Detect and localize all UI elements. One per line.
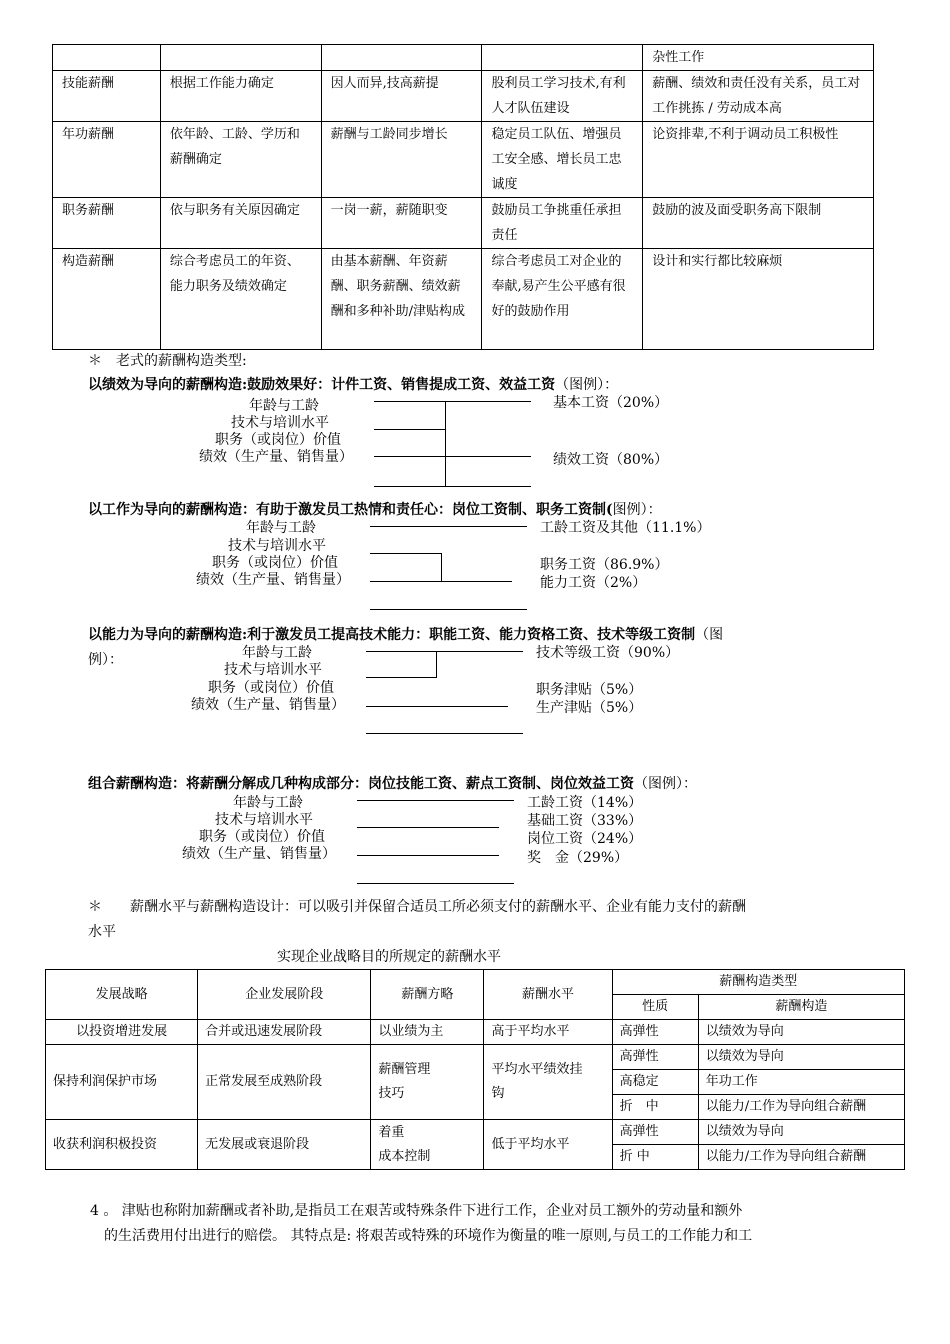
table-cell: 由基本薪酬、年资薪酬、职务薪酬、绩效薪酬和多种补助/津贴构成 xyxy=(321,249,482,350)
table-cell: 股利员工学习技术,有利人才队伍建设 xyxy=(482,71,643,122)
table-cell: 高弹性 xyxy=(612,1120,698,1145)
header-cell: 薪酬水平 xyxy=(484,970,612,1020)
output-label: 奖 金（29%） xyxy=(527,850,629,866)
table-cell: 保持利润保护市场 xyxy=(46,1045,198,1120)
table-cell: 以绩效为导向 xyxy=(698,1120,904,1145)
table-cell: 以能力/工作为导向组合薪酬 xyxy=(698,1095,904,1120)
section-heading-performance xyxy=(88,374,618,394)
factor-label: 技术与培训水平 xyxy=(224,662,322,678)
table-cell: 高稳定 xyxy=(612,1070,698,1095)
heading-text: 以绩效为导向的薪酬构造:鼓励效果好：计件工资、销售提成工资、效益工资 xyxy=(88,377,556,393)
table-cell: 依年龄、工龄、学历和薪酬确定 xyxy=(160,122,321,198)
heading-suffix: 例）： xyxy=(88,652,123,668)
table-cell xyxy=(160,45,321,71)
cell-line: 成本控制 xyxy=(378,1148,431,1164)
paragraph-line: 水平 xyxy=(88,924,116,940)
factor-label: 职务（或岗位）价值 xyxy=(212,555,338,571)
connector-line xyxy=(374,486,531,487)
connector-line xyxy=(370,526,527,527)
output-label: 职务工资（86.9%） xyxy=(540,557,669,573)
table-cell xyxy=(371,1120,484,1170)
table-cell: 以能力/工作为导向组合薪酬 xyxy=(698,1145,904,1170)
table-cell: 因人而异,技高薪提 xyxy=(321,71,482,122)
connector-line xyxy=(374,456,531,457)
factor-label: 职务（或岗位）价值 xyxy=(215,432,341,448)
table-caption: 实现企业战略目的所规定的薪酬水平 xyxy=(277,949,501,965)
connector-line xyxy=(366,733,523,734)
connector-line xyxy=(374,429,446,430)
table-cell: 无发展或衰退阶段 xyxy=(198,1120,371,1170)
factor-label: 绩效（生产量、销售量） xyxy=(182,846,336,862)
output-label: 工龄工资及其他（11.1%） xyxy=(540,520,711,536)
table-row xyxy=(53,122,874,198)
table-cell: 稳定员工队伍、增强员工安全感、增长员工忠诚度 xyxy=(482,122,643,198)
table-cell: 构造薪酬 xyxy=(53,249,161,350)
table-cell: 依与职务有关原因确定 xyxy=(160,198,321,249)
table-row xyxy=(53,198,874,249)
connector-line xyxy=(357,800,514,801)
table-cell xyxy=(321,45,482,71)
table-cell: 综合考虑员工对企业的奉献,易产生公平感有很好的鼓励作用 xyxy=(482,249,643,350)
output-label: 技术等级工资（90%） xyxy=(536,645,680,661)
connector-line xyxy=(366,651,523,652)
output-label: 能力工资（2%） xyxy=(540,575,647,591)
section-heading-job xyxy=(88,499,662,519)
factor-label: 绩效（生产量、销售量） xyxy=(191,697,345,713)
factor-label: 绩效（生产量、销售量） xyxy=(196,572,350,588)
paragraph-line: 4 。 津贴也称附加薪酬或者补助,是指员工在艰苦或特殊条件下进行工作，企业对员工额外的劳动量和额外 xyxy=(90,1203,743,1219)
table-cell: 职务薪酬 xyxy=(53,198,161,249)
output-label: 基本工资（20%） xyxy=(553,395,669,411)
factor-label: 职务（或岗位）价值 xyxy=(208,680,334,696)
heading-suffix: 图例）： xyxy=(612,502,662,518)
section-heading-combo xyxy=(88,773,697,793)
cell-line: 技巧 xyxy=(378,1086,405,1101)
table-row xyxy=(53,71,874,122)
table-cell xyxy=(484,1045,612,1120)
factor-label: 技术与培训水平 xyxy=(228,538,326,554)
old-types-heading: ＊ 老式的薪酬构造类型: xyxy=(88,353,247,369)
factor-label: 绩效（生产量、销售量） xyxy=(199,449,353,465)
strategy-table xyxy=(45,969,905,1170)
table-cell: 一岗一薪，薪随职变 xyxy=(321,198,482,249)
table-cell: 以业绩为主 xyxy=(371,1020,484,1045)
heading-suffix: （图例）： xyxy=(555,377,619,393)
table-cell: 高于平均水平 xyxy=(484,1020,612,1045)
header-cell: 薪酬构造 xyxy=(698,995,904,1020)
connector-line xyxy=(370,581,512,582)
table-row xyxy=(46,1120,905,1145)
output-label: 生产津贴（5%） xyxy=(536,700,643,716)
connector-line xyxy=(357,855,499,856)
table-cell: 年功薪酬 xyxy=(53,122,161,198)
table-cell: 年功工作 xyxy=(698,1070,904,1095)
connector-line xyxy=(374,401,531,402)
table-cell: 薪酬、绩效和责任没有关系，员工对工作挑拣 / 劳动成本高 xyxy=(643,71,874,122)
header-cell: 发展战略 xyxy=(46,970,198,1020)
connector-line xyxy=(370,609,527,610)
output-label: 岗位工资（24%） xyxy=(527,831,643,847)
connector-line xyxy=(357,883,514,884)
section-heading-ability xyxy=(88,624,723,644)
heading-text: 以工作为导向的薪酬构造：有助于激发员工热情和责任心：岗位工资制、职务工资制( xyxy=(88,502,613,518)
heading-text: 以能力为导向的薪酬构造:利于激发员工提高技术能力：职能工资、能力资格工资、技术等级工资制 xyxy=(88,627,696,643)
output-label: 职务津贴（5%） xyxy=(536,682,643,698)
cell-line: 薪酬管理 xyxy=(378,1062,431,1077)
table-cell: 综合考虑员工的年资、能力职务及绩效确定 xyxy=(160,249,321,350)
header-cell: 企业发展阶段 xyxy=(198,970,371,1020)
factor-label: 年龄与工龄 xyxy=(246,520,316,536)
output-label: 基础工资（33%） xyxy=(527,813,643,829)
output-label: 工龄工资（14%） xyxy=(527,795,643,811)
table-cell: 薪酬与工龄同步增长 xyxy=(321,122,482,198)
connector-line xyxy=(357,827,499,828)
table-row xyxy=(53,249,874,350)
factor-label: 年龄与工龄 xyxy=(233,795,303,811)
table-cell: 折 中 xyxy=(612,1145,698,1170)
table-cell: 技能薪酬 xyxy=(53,71,161,122)
connector-line xyxy=(366,706,508,707)
table-cell: 折 中 xyxy=(612,1095,698,1120)
table-cell: 以绩效为导向 xyxy=(698,1045,904,1070)
heading-suffix: （图例）： xyxy=(634,776,697,792)
cell-line: 平均水平绩效挂 xyxy=(491,1062,583,1077)
table-cell: 根据工作能力确定 xyxy=(160,71,321,122)
header-cell: 薪酬方略 xyxy=(371,970,484,1020)
output-label: 绩效工资（80%） xyxy=(553,452,669,468)
heading-text: 组合薪酬构造：将薪酬分解成几种构成部分：岗位技能工资、薪点工资制、岗位效益工资 xyxy=(88,776,634,792)
table-cell: 收获利润积极投资 xyxy=(46,1120,198,1170)
table-cell: 合并或迅速发展阶段 xyxy=(198,1020,371,1045)
table-cell: 以绩效为导向 xyxy=(698,1020,904,1045)
connector-line xyxy=(370,553,442,554)
table-cell: 论资排辈,不利于调动员工积极性 xyxy=(643,122,874,198)
paragraph-line: ＊ 薪酬水平与薪酬构造设计：可以吸引并保留合适员工所必须支付的薪酬水平、企业有能力支付的薪酬 xyxy=(88,899,746,915)
cell-line: 着重 xyxy=(378,1124,405,1140)
table-cell: 高弹性 xyxy=(612,1045,698,1070)
salary-type-table xyxy=(52,44,874,350)
factor-label: 年龄与工龄 xyxy=(242,645,312,661)
table-cell: 低于平均水平 xyxy=(484,1120,612,1170)
factor-label: 技术与培训水平 xyxy=(231,415,329,431)
heading-suffix: （图 xyxy=(695,627,724,643)
factor-label: 技术与培训水平 xyxy=(215,812,313,828)
table-cell: 鼓励的波及面受职务高下限制 xyxy=(643,198,874,249)
table-cell: 正常发展至成熟阶段 xyxy=(198,1045,371,1120)
connector-line xyxy=(441,553,442,581)
table-cell: 鼓励员工争挑重任承担责任 xyxy=(482,198,643,249)
header-cell: 性质 xyxy=(612,995,698,1020)
table-cell: 设计和实行都比较麻烦 xyxy=(643,249,874,350)
table-row xyxy=(46,1020,905,1045)
paragraph-line: 的生活费用付出进行的赔偿。 其特点是: 将艰苦或特殊的环境作为衡量的唯一原则,与员工的工作能力和工 xyxy=(104,1228,753,1244)
cell-line: 钩 xyxy=(491,1086,505,1101)
table-cell: 以投资增进发展 xyxy=(46,1020,198,1045)
connector-line xyxy=(445,401,446,486)
table-row xyxy=(46,1045,905,1070)
table-cell xyxy=(482,45,643,71)
table-row xyxy=(53,45,874,71)
table-cell xyxy=(53,45,161,71)
table-cell: 高弹性 xyxy=(612,1020,698,1045)
factor-label: 职务（或岗位）价值 xyxy=(199,829,325,845)
table-cell: 杂性工作 xyxy=(643,45,874,71)
factor-label: 年龄与工龄 xyxy=(249,398,319,414)
connector-line xyxy=(436,651,437,677)
connector-line xyxy=(366,677,437,678)
table-row xyxy=(46,970,905,995)
table-cell xyxy=(371,1045,484,1120)
header-cell: 薪酬构造类型 xyxy=(612,970,904,995)
